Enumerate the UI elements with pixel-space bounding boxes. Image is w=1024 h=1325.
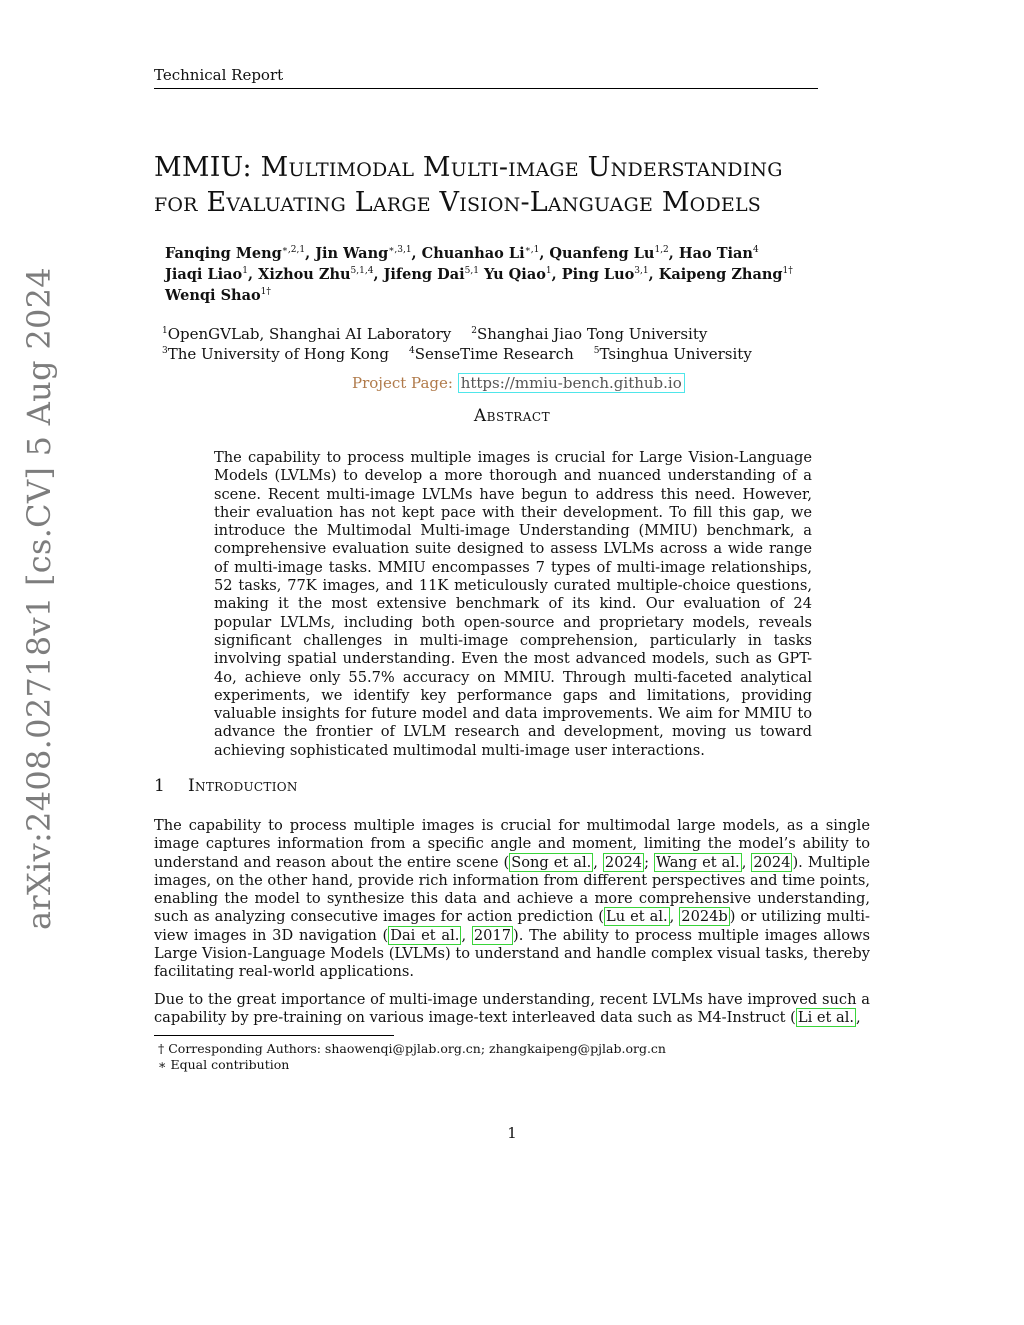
author-name: Chuanhao Li bbox=[421, 245, 525, 262]
section-heading bbox=[154, 776, 298, 796]
title-line-1: MMIU: Multimodal Multi-image Understanding bbox=[154, 152, 783, 183]
affiliations-line-1 bbox=[162, 325, 707, 343]
author-affil-mark: ∗,3,1 bbox=[388, 245, 412, 256]
header-rule bbox=[154, 88, 818, 89]
intro-paragraph-2 bbox=[154, 991, 870, 1028]
author-line-2: Jiaqi Liao$^1$, Xizhou Zhu$^{5,1,4}$, Jifeng Dai$^{5,1}$ Yu Qiao$^1$, Ping Luo$^{3,1}$, Kaipeng Zhang$^{1\dagger}$ bbox=[165, 266, 793, 283]
author-line-3 bbox=[165, 285, 855, 306]
footnote-corresponding: † Corresponding Authors: shaowenqi@pjlab.org.cn; zhangkaipeng@pjlab.org.cn bbox=[158, 1041, 666, 1056]
title-line-2: for Evaluating Large Vision-Language Models bbox=[154, 187, 761, 218]
affil-number: 4 bbox=[409, 346, 415, 356]
affiliation: SenseTime Research bbox=[414, 345, 574, 363]
abstract-heading: Abstract bbox=[473, 406, 551, 426]
text-run: ) or utilizing multi-view images in 3D navigation ( bbox=[154, 908, 870, 944]
affiliation: OpenGVLab, Shanghai AI Laboratory bbox=[167, 325, 452, 343]
text-run: , bbox=[741, 853, 752, 871]
author-affil-mark: 3,1 bbox=[634, 266, 649, 277]
text-run: The capability to process multiple images is crucial for multimodal large models, as a single image captures information from a specific angle and moment, limiting the model’s ability to understand and reason about the entire scene ( bbox=[154, 817, 870, 871]
author-affil-mark: ∗,2,1 bbox=[281, 245, 306, 256]
affiliation: Shanghai Jiao Tong University bbox=[476, 325, 708, 343]
text-run: ; bbox=[644, 853, 654, 871]
text-run: , bbox=[856, 1009, 861, 1027]
author-affil-mark: 1 bbox=[545, 266, 552, 277]
author-name: Yu Qiao bbox=[484, 266, 546, 283]
arxiv-stamp: arXiv:2408.02718v1 [cs.CV] 5 Aug 2024 bbox=[20, 267, 58, 930]
text-run: , bbox=[593, 853, 603, 871]
affil-number: 1 bbox=[162, 326, 168, 336]
footnote-rule bbox=[154, 1035, 394, 1036]
author-name: Wenqi Shao bbox=[165, 287, 261, 304]
citation-link[interactable]: 2017 bbox=[473, 926, 512, 944]
citation-link[interactable]: Lu et al. bbox=[606, 908, 668, 926]
section-number: 1 bbox=[154, 776, 166, 796]
author-affil-mark: 5,1,4 bbox=[350, 266, 374, 277]
footnote-equal-contribution: ∗ Equal contribution bbox=[158, 1057, 290, 1072]
text-run: ). Multiple images, on the other hand, provide rich information from different perspectives and time points, enabling the model to synthesize this data and achieve a more comprehensive understanding, such as analyzing consecutive images for action prediction ( bbox=[154, 853, 871, 926]
citation-link[interactable]: 2024 bbox=[753, 853, 791, 871]
author-line-1: Fanqing Meng$^{∗,2,1}$, Jin Wang$^{∗,3,1}$, Chuanhao $Li^{∗,1}$, Quanfeng Lu$^{1,2}$, Hao Tian$^4$ bbox=[165, 245, 759, 262]
abstract-text: The capability to process multiple images is crucial for Large Vision-Language Models (LVLMs) to develop a more thorough and nuanced understanding of a scene. Recent multi-image LVLMs have begun to address this need. However, their evaluation has not kept pace with their development. To fill this gap, we introduce the Multimodal Multi-image Understanding (MMIU) benchmark, a comprehensive evaluation suite designed to assess LVLMs across a wide range of multi-image tasks. MMIU encompasses 7 types of multi-image relationships, 52 tasks, 77K images, and 11K meticulously curated multiple-choice questions, making it the most extensive benchmark of its kind. Our evaluation of 24 popular LVLMs, including both open-source and proprietary models, reveals significant challenges in multi-image comprehension, particularly in tasks involving spatial understanding. Even the most advanced models, such as GPT-4o, achieve only 55.7% accuracy on MMIU. Through multi-faceted analytical experiments, we identify key performance gaps and limitations, providing valuable insights for future model and data improvements. We aim for MMIU to advance the frontier of LVLM research and development, moving us toward achieving sophisticated multimodal multi-image user interactions. bbox=[214, 449, 812, 759]
author-affil-mark: 1 bbox=[242, 266, 248, 277]
running-head: Technical Report bbox=[154, 66, 284, 84]
affiliation: Tsinghua University bbox=[599, 345, 752, 363]
intro-paragraph-1 bbox=[154, 817, 870, 982]
author-name: Jifeng Dai bbox=[383, 266, 465, 283]
text-run: ). The ability to process multiple images allows Large Vision-Language Models (LVLMs) to understand and handle complex visual tasks, thereby facilitating real-world applications. bbox=[154, 926, 871, 981]
citation-link[interactable]: 2024 bbox=[604, 853, 643, 871]
affil-number: 3 bbox=[162, 346, 168, 356]
author-affil-mark: 1† bbox=[782, 266, 793, 277]
author-affil-mark: 4 bbox=[752, 245, 759, 256]
text-run: , bbox=[669, 908, 680, 926]
affiliation: The University of Hong Kong bbox=[167, 345, 390, 363]
project-page-link[interactable]: https://mmiu-bench.github.io bbox=[458, 373, 685, 393]
author-name: Fanqing Meng bbox=[165, 245, 282, 262]
affil-number: 5 bbox=[593, 346, 600, 356]
author-name: Hao Tian bbox=[678, 245, 753, 262]
citation-link[interactable]: Wang et al. bbox=[655, 853, 740, 871]
citation-link[interactable]: Song et al. bbox=[511, 853, 592, 871]
text-run: , bbox=[461, 926, 472, 944]
citation-link[interactable]: Dai et al. bbox=[390, 926, 460, 944]
citation-link[interactable]: 2024b bbox=[681, 908, 728, 926]
author-affil-mark: 1,2 bbox=[654, 245, 669, 256]
author-name: Ping Luo bbox=[561, 266, 635, 283]
author-name: Kaipeng Zhang bbox=[658, 266, 783, 283]
project-page-label: Project Page: bbox=[352, 374, 458, 392]
affiliations-line-2 bbox=[162, 345, 752, 363]
author-affil-mark: 1† bbox=[260, 287, 271, 298]
author-list bbox=[165, 243, 855, 306]
author-name: Quanfeng Lu bbox=[549, 245, 655, 262]
section-title: Introduction bbox=[188, 776, 298, 796]
text-run: Due to the great importance of multi-image understanding, recent LVLMs have improved such a capability by pre-training on various image-text interleaved data such as M4-Instruct ( bbox=[154, 991, 870, 1027]
author-name: Xizhou Zhu bbox=[258, 266, 351, 283]
author-affil-mark: ∗,1 bbox=[524, 245, 540, 256]
author-affil-mark: 5,1 bbox=[464, 266, 479, 277]
author-name: Jiaqi Liao bbox=[165, 266, 243, 283]
page-number: 1 bbox=[507, 1124, 517, 1142]
affil-number: 2 bbox=[471, 326, 477, 336]
author-name: Jin Wang bbox=[315, 245, 389, 262]
project-page bbox=[352, 374, 685, 392]
citation-link[interactable]: Li et al. bbox=[797, 1009, 855, 1027]
paper-title bbox=[154, 150, 894, 220]
